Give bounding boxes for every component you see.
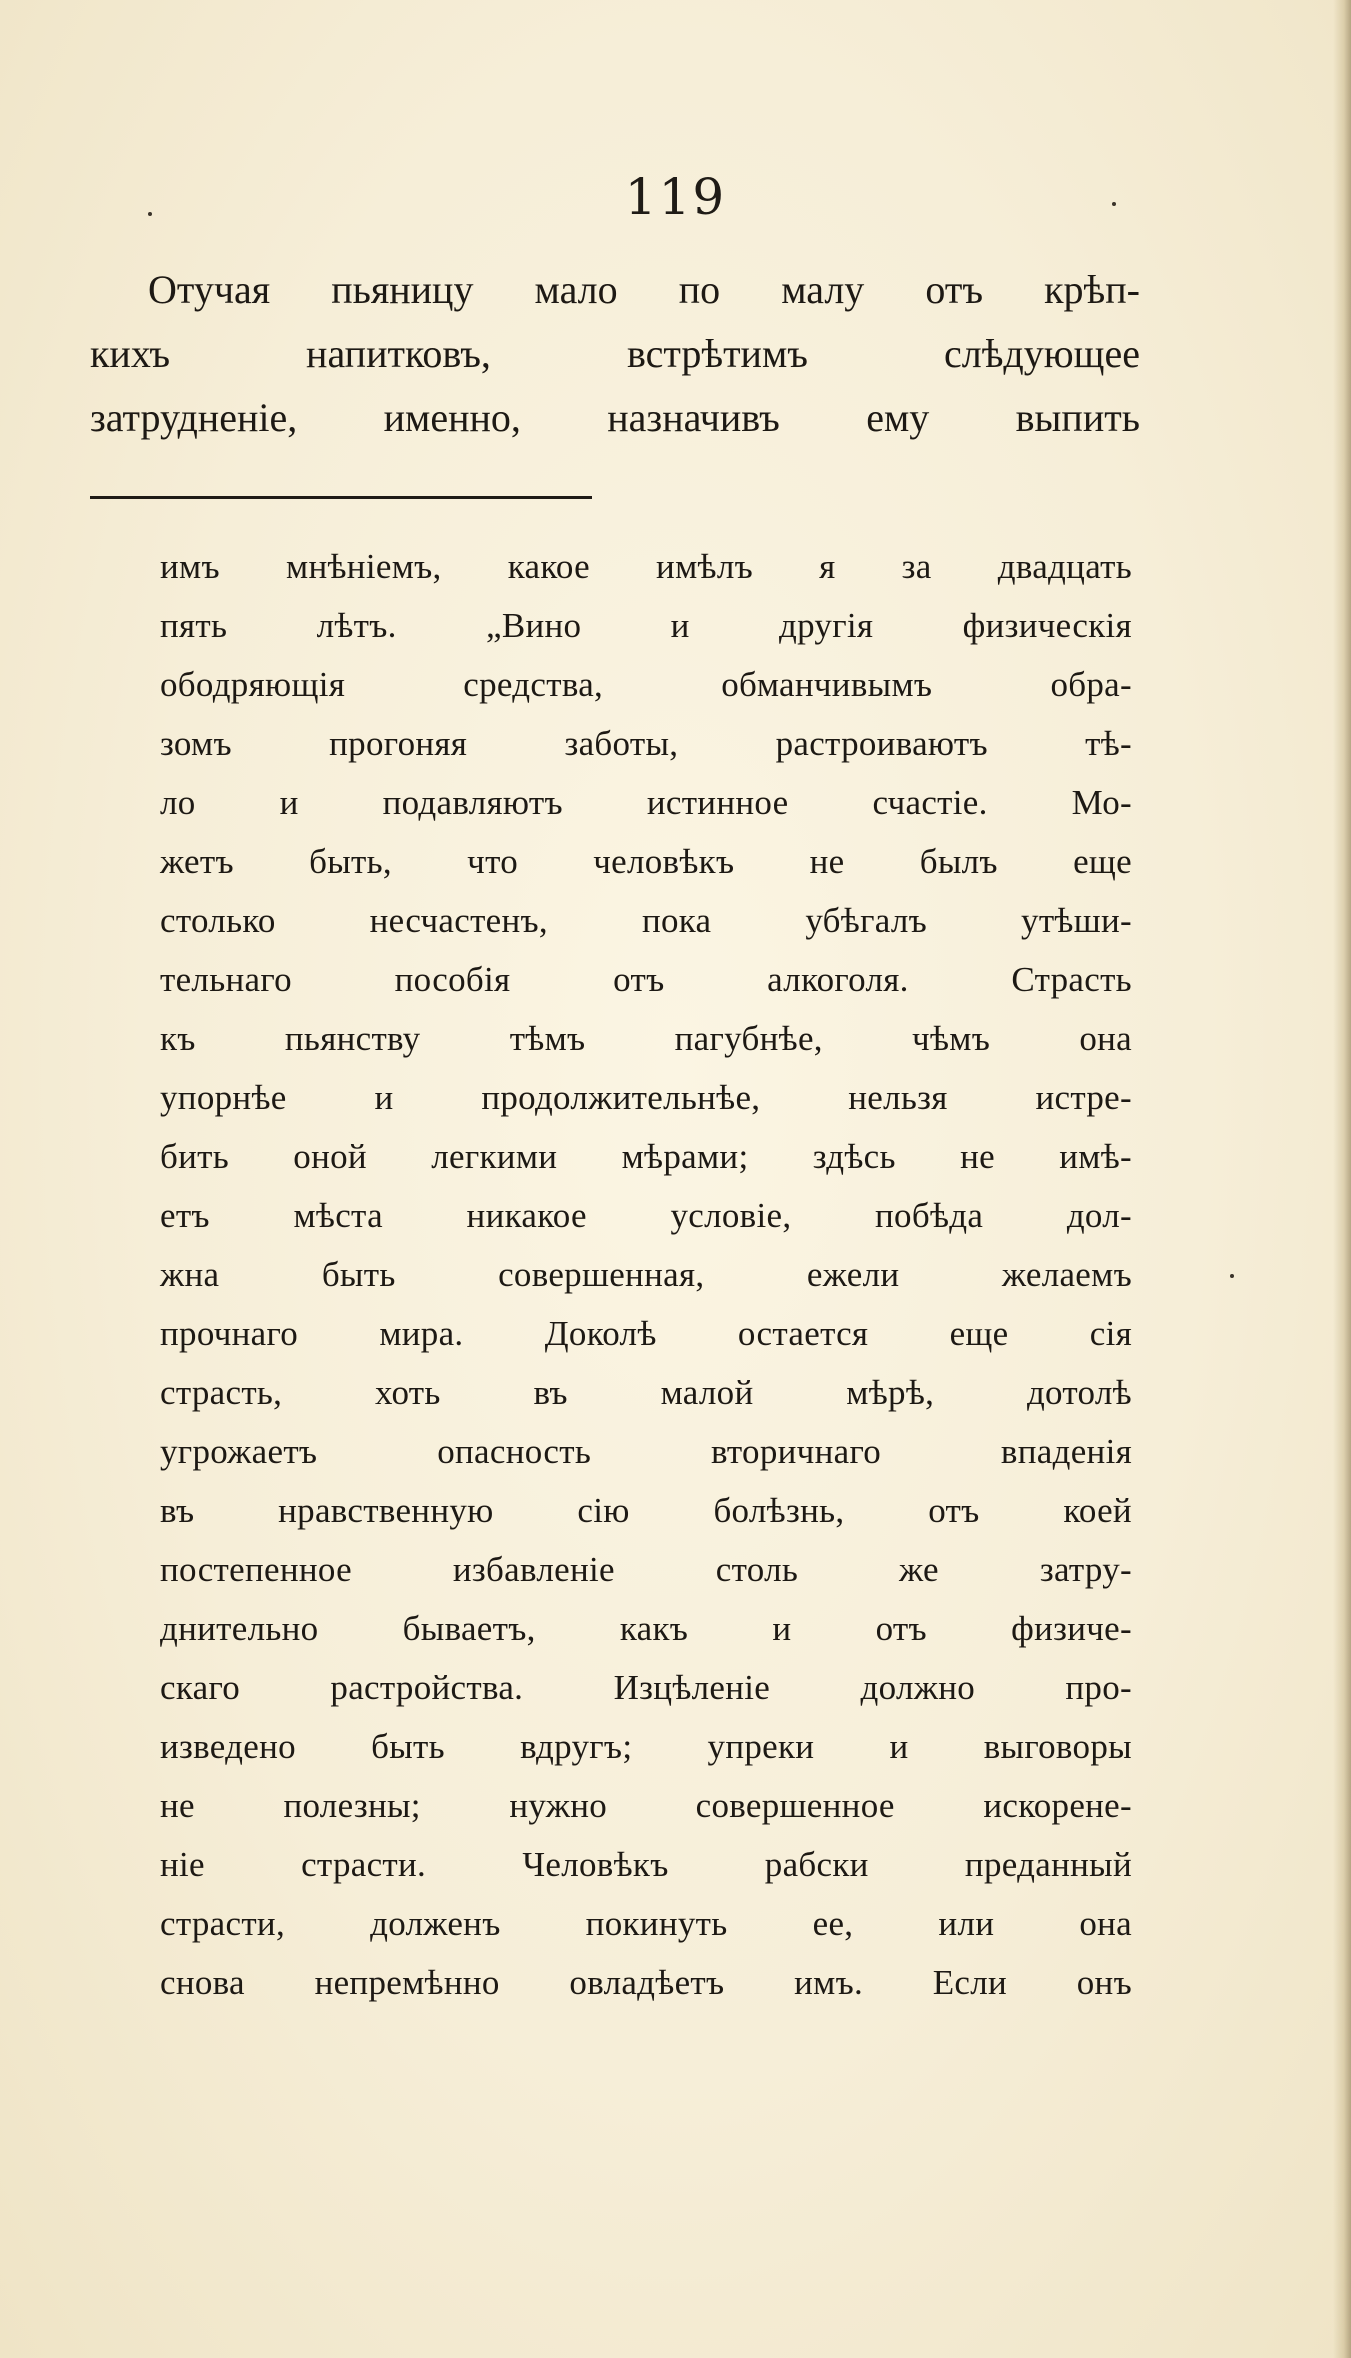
word: дотолѣ (1026, 1373, 1132, 1412)
word: столь (715, 1550, 799, 1589)
word: и (279, 783, 299, 822)
word: имъ (160, 547, 220, 586)
word: физическія (962, 606, 1132, 645)
word: имѣ- (1059, 1137, 1132, 1176)
word: ободряющія (160, 665, 346, 704)
footnote-line (160, 840, 1132, 884)
word: легкими (431, 1137, 558, 1176)
word: продолжительнѣе, (481, 1078, 761, 1117)
footnote-line (160, 1135, 1132, 1179)
word: преданный (964, 1845, 1132, 1884)
word: отъ (875, 1609, 927, 1648)
main-text-line (90, 394, 1140, 442)
word: желаемъ (1001, 1255, 1132, 1294)
word: утѣши- (1021, 901, 1132, 940)
word: двадцать (997, 547, 1132, 586)
word: нравственную (278, 1491, 494, 1530)
word: коей (1063, 1491, 1132, 1530)
word: остается (737, 1314, 869, 1353)
word: именно, (383, 395, 521, 440)
word: избавленіе (452, 1550, 615, 1589)
word: еще (949, 1314, 1009, 1353)
word: Отучая (148, 267, 271, 312)
footnote-line (160, 1312, 1132, 1356)
footnote-line (160, 604, 1132, 648)
footnote-line (160, 722, 1132, 766)
word: вдругъ; (520, 1727, 633, 1766)
word: жна (160, 1255, 220, 1294)
word: алкоголя. (767, 960, 909, 999)
word: нужно (509, 1786, 608, 1825)
word: мира. (379, 1314, 464, 1353)
word: оной (293, 1137, 367, 1176)
word: мѣста (293, 1196, 383, 1235)
word: же (899, 1550, 939, 1589)
footnote-line (160, 1017, 1132, 1061)
footnote-line (160, 545, 1132, 589)
word: выпить (1015, 395, 1140, 440)
word: слѣдующее (943, 331, 1140, 376)
word: отъ (925, 267, 984, 312)
word: нельзя (848, 1078, 948, 1117)
word: убѣгалъ (805, 901, 928, 940)
footnote-line (160, 1725, 1132, 1769)
word: дол- (1066, 1196, 1132, 1235)
word: хоть (375, 1373, 441, 1412)
word: про- (1065, 1668, 1132, 1707)
ink-speck (148, 212, 152, 216)
word: другія (778, 606, 874, 645)
word: Страсть (1011, 960, 1132, 999)
word: подавляютъ (382, 783, 563, 822)
footnote-line (160, 1607, 1132, 1651)
word: истре- (1035, 1078, 1132, 1117)
word: Доколѣ (544, 1314, 657, 1353)
word: несчастенъ, (369, 901, 548, 940)
word: непремѣнно (314, 1963, 500, 2002)
word: тѣ- (1085, 724, 1132, 763)
word: Человѣкъ (522, 1845, 669, 1884)
word: чѣмъ (912, 1019, 991, 1058)
word: малой (660, 1373, 754, 1412)
word: истинное (646, 783, 789, 822)
word: мѣрѣ, (846, 1373, 935, 1412)
word: встрѣтимъ (626, 331, 808, 376)
word: по (678, 267, 721, 312)
word: былъ (919, 842, 998, 881)
footnote-line (160, 1843, 1132, 1887)
word: пагубнѣе, (674, 1019, 823, 1058)
ink-speck (1230, 1274, 1234, 1278)
word: быть (321, 1255, 396, 1294)
word: она (1079, 1904, 1132, 1943)
word: жетъ (160, 842, 234, 881)
page-edge-shadow (1333, 0, 1351, 2358)
word: бить (160, 1137, 229, 1176)
word: „Вино (486, 606, 582, 645)
word: тѣмъ (509, 1019, 586, 1058)
word: болѣзнь, (713, 1491, 845, 1530)
word: угрожаетъ (160, 1432, 318, 1471)
footnote-separator-rule (90, 496, 592, 499)
footnote-line (160, 663, 1132, 707)
word: средства, (463, 665, 604, 704)
word: етъ (160, 1196, 210, 1235)
word: не (809, 842, 845, 881)
footnote-line (160, 1784, 1132, 1828)
page-number: 119 (624, 168, 727, 226)
word: лѣтъ. (316, 606, 397, 645)
word: рабски (764, 1845, 869, 1884)
word: пьяницу (331, 267, 474, 312)
word: мнѣніемъ, (286, 547, 442, 586)
footnote-line (160, 1076, 1132, 1120)
word: долженъ (370, 1904, 501, 1943)
word: страсть, (160, 1373, 283, 1412)
word: что (467, 842, 519, 881)
word: физиче- (1011, 1609, 1132, 1648)
word: мало (534, 267, 618, 312)
word: страсти, (160, 1904, 286, 1943)
word: затру- (1039, 1550, 1132, 1589)
word: имъ. (794, 1963, 864, 2002)
word: онъ (1076, 1963, 1132, 2002)
footnote-line (160, 1371, 1132, 1415)
word: изведено (160, 1727, 296, 1766)
word: растройства. (330, 1668, 524, 1707)
word: сію (577, 1491, 630, 1530)
footnote-line (160, 1961, 1132, 2005)
word: она (1079, 1019, 1132, 1058)
word: въ (533, 1373, 568, 1412)
word: совершенное (695, 1786, 895, 1825)
main-text-line (90, 330, 1140, 378)
word: сія (1089, 1314, 1132, 1353)
word: ло (160, 783, 196, 822)
word: условіе, (670, 1196, 792, 1235)
word: никакое (466, 1196, 587, 1235)
word: Мо- (1071, 783, 1132, 822)
word: малу (781, 267, 865, 312)
word: днительно (160, 1609, 319, 1648)
word: человѣкъ (593, 842, 735, 881)
word: назначивъ (607, 395, 780, 440)
word: и (772, 1609, 792, 1648)
word: не (960, 1137, 995, 1176)
word: Если (932, 1963, 1008, 2002)
main-text-line (148, 266, 1140, 314)
word: упорнѣе (160, 1078, 287, 1117)
footnote-line (160, 1666, 1132, 1710)
word: крѣп- (1044, 267, 1140, 312)
footnote-line (160, 899, 1132, 943)
word: какое (507, 547, 590, 586)
word: овладѣетъ (569, 1963, 725, 2002)
word: столько (160, 901, 276, 940)
word: я (819, 547, 836, 586)
word: ежели (806, 1255, 900, 1294)
word: здѣсь (812, 1137, 896, 1176)
ink-speck (1112, 202, 1116, 206)
footnote-line (160, 1548, 1132, 1592)
word: напитковъ, (306, 331, 491, 376)
word: снова (160, 1963, 245, 2002)
word: растроиваютъ (775, 724, 988, 763)
word: имѣлъ (656, 547, 753, 586)
word: въ (160, 1491, 195, 1530)
word: и (889, 1727, 909, 1766)
word: прогоняя (329, 724, 468, 763)
word: упреки (707, 1727, 815, 1766)
word: ему (866, 395, 930, 440)
word: быть (371, 1727, 445, 1766)
word: обманчивымъ (721, 665, 933, 704)
word: и (374, 1078, 394, 1117)
word: скаго (160, 1668, 241, 1707)
word: должно (860, 1668, 976, 1707)
footnote-line (160, 1489, 1132, 1533)
word: вторичнаго (710, 1432, 882, 1471)
word: и (670, 606, 690, 645)
word: быть, (309, 842, 392, 881)
word: пьянству (284, 1019, 421, 1058)
word: впаденія (1000, 1432, 1132, 1471)
word: заботы, (564, 724, 679, 763)
word: ніе (160, 1845, 205, 1884)
word: Изцѣленіе (613, 1668, 771, 1707)
word: ее, (812, 1904, 854, 1943)
word: къ (160, 1019, 196, 1058)
word: тельнаго (160, 960, 292, 999)
word: искорене- (983, 1786, 1132, 1825)
word: или (938, 1904, 995, 1943)
word: какъ (619, 1609, 689, 1648)
footnote-line (160, 958, 1132, 1002)
word: бываетъ, (402, 1609, 536, 1648)
word: еще (1073, 842, 1132, 881)
word: страсти. (301, 1845, 427, 1884)
word: покинуть (585, 1904, 728, 1943)
word: совершенная, (498, 1255, 705, 1294)
word: не (160, 1786, 195, 1825)
word: отъ (928, 1491, 980, 1530)
word: кихъ (90, 331, 170, 376)
word: мѣрами; (621, 1137, 749, 1176)
word: постепенное (160, 1550, 352, 1589)
word: обра- (1050, 665, 1132, 704)
word: отъ (613, 960, 665, 999)
word: выговоры (983, 1727, 1132, 1766)
word: затрудненіе, (90, 395, 298, 440)
footnote-line (160, 1430, 1132, 1474)
word: зомъ (160, 724, 232, 763)
word: пять (160, 606, 228, 645)
word: опасность (437, 1432, 592, 1471)
word: пока (641, 901, 712, 940)
word: полезны; (283, 1786, 421, 1825)
word: счастіе. (872, 783, 988, 822)
word: побѣда (875, 1196, 984, 1235)
footnote-line (160, 1253, 1132, 1297)
footnote-line (160, 781, 1132, 825)
word: прочнаго (160, 1314, 299, 1353)
word: за (901, 547, 932, 586)
footnote-line (160, 1194, 1132, 1238)
word: пособія (394, 960, 511, 999)
footnote-line (160, 1902, 1132, 1946)
